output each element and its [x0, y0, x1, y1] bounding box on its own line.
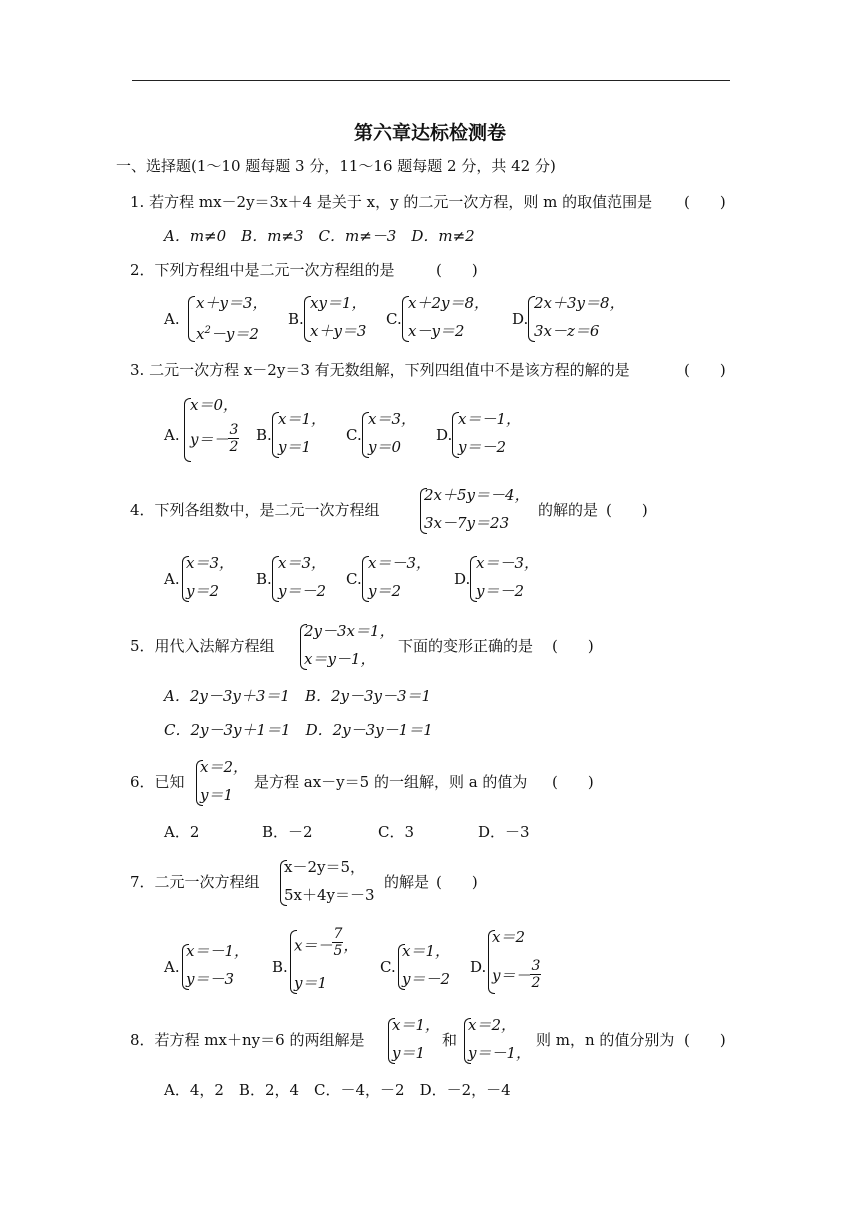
equation-row: y＝－1，: [468, 1044, 532, 1062]
equation-row: x－y＝2: [408, 322, 465, 340]
page-title: 第六章达标检测卷: [353, 122, 506, 144]
q8-options: A．4，2 B．2，4 C．－4，－2 D．－2，－4: [164, 1081, 511, 1099]
option-label: D.: [436, 426, 453, 444]
q6-option-a: A．2: [164, 823, 200, 841]
option-label: A.: [164, 958, 180, 976]
q5-answer-paren: ( ): [552, 637, 594, 655]
equation-row: y＝1: [278, 438, 312, 456]
q6-stem-end: 是方程 ax－y＝5 的一组解，则 a 的值为: [254, 773, 528, 791]
equation-row: x＝3，: [186, 554, 235, 572]
equation-row: y＝－2: [476, 582, 525, 600]
equation-row: y＝－ $\frac{3}{2}$: [492, 958, 541, 991]
equation-row: x＝－ $\frac{7}{5}$ ，: [294, 926, 359, 959]
option-label: D.: [470, 958, 487, 976]
q3-stem: 3. 二元一次方程 x－2y＝3 有无数组解，下列四组值中不是该方程的解的是: [130, 361, 630, 379]
q5-stem-end: 下面的变形正确的是: [398, 637, 534, 655]
q5-options-row1: A．2y－3y＋3＝1 B．2y－3y－3＝1: [164, 687, 432, 705]
option-label: C.: [386, 310, 402, 328]
equation-row: x＝2，: [468, 1016, 517, 1034]
equation-row: 2x＋5y＝－4，: [424, 486, 530, 504]
q8-and: 和: [442, 1031, 458, 1049]
option-label: B.: [256, 426, 272, 444]
equation-row: x＝0，: [190, 396, 239, 414]
equation-row: y＝1: [200, 786, 234, 804]
option-label: B.: [272, 958, 288, 976]
q7-stem-end: 的解是: [384, 873, 430, 891]
equation-row: x＝1，: [392, 1016, 441, 1034]
equation-row: x＋2y＝8，: [408, 294, 490, 312]
equation-row: 3x－z＝6: [534, 322, 600, 340]
option-label: B.: [256, 570, 272, 588]
q4-answer-paren: ( ): [606, 501, 648, 519]
equation-row: y＝－3: [186, 970, 235, 988]
equation-row: y＝－2: [278, 582, 327, 600]
q6-stem: 6．已知: [130, 773, 185, 791]
q8-stem: 8．若方程 mx＋ny＝6 的两组解是: [130, 1031, 365, 1049]
equation-row: x＝－3，: [368, 554, 432, 572]
q7-answer-paren: ( ): [436, 873, 478, 891]
equation-row: x＝－1，: [458, 410, 522, 428]
q1-answer-paren: ( ): [684, 193, 726, 211]
equation-row: x＝－1，: [186, 942, 250, 960]
equation-row: y＝1: [392, 1044, 426, 1062]
equation-row: 5x＋4y＝－3: [284, 886, 375, 904]
q6-option-c: C．3: [378, 823, 415, 841]
option-label: A.: [164, 426, 180, 444]
q8-answer-paren: ( ): [684, 1031, 726, 1049]
option-label: C.: [380, 958, 396, 976]
equation-row: x＋y＝3: [310, 322, 367, 340]
equation-row: $x^2-y=2$: [196, 325, 259, 343]
option-label: A.: [164, 570, 180, 588]
option-label: B.: [288, 310, 304, 328]
equation-row: y＝－2: [402, 970, 451, 988]
equation-row: 3x－7y＝23: [424, 514, 510, 532]
equation-row: 2x＋3y＝8，: [534, 294, 625, 312]
q1-stem: 1. 若方程 mx－2y＝3x＋4 是关于 x，y 的二元一次方程，则 m 的取值范围是: [130, 193, 653, 211]
equation-row: y＝－ $\frac{3}{2}$: [190, 422, 239, 455]
equation-row: x＝3，: [278, 554, 327, 572]
equation-row: x＝－3，: [476, 554, 540, 572]
q3-answer-paren: ( ): [684, 361, 726, 379]
q5-options-row2: C．2y－3y＋1＝1 D．2y－3y－1＝1: [164, 721, 433, 739]
q5-stem: 5．用代入法解方程组: [130, 637, 275, 655]
equation-row: x＝1，: [402, 942, 451, 960]
q6-option-b: B．－2: [262, 823, 313, 841]
equation-row: x＝1，: [278, 410, 327, 428]
q6-option-d: D．－3: [478, 823, 530, 841]
equation-row: x＝2，: [200, 758, 249, 776]
equation-row: y＝2: [368, 582, 402, 600]
q4-stem: 4．下列各组数中，是二元一次方程组: [130, 501, 380, 519]
option-label: D.: [454, 570, 471, 588]
equation-row: x－2y＝5，: [284, 858, 366, 876]
option-label: C.: [346, 426, 362, 444]
equation-row: x＝y－1，: [304, 650, 376, 668]
q4-stem-end: 的解的是: [538, 501, 599, 519]
equation-row: 2y－3x＝1，: [304, 622, 395, 640]
option-label: D.: [512, 310, 529, 328]
section-heading: 一、选择题(1～10 题每题 3 分，11～16 题每题 2 分，共 42 分): [116, 157, 556, 175]
option-label: A.: [164, 310, 180, 328]
header-rule: [132, 80, 730, 81]
q6-answer-paren: ( ): [552, 773, 594, 791]
q2-answer-paren: ( ): [436, 261, 478, 279]
option-label: C.: [346, 570, 362, 588]
equation-row: xy＝1，: [310, 294, 367, 312]
equation-row: y＝0: [368, 438, 402, 456]
equation-row: y＝－2: [458, 438, 507, 456]
q2-stem: 2．下列方程组中是二元一次方程组的是: [130, 261, 395, 279]
equation-row: x＝2: [492, 928, 526, 946]
q8-stem-end: 则 m，n 的值分别为: [536, 1031, 675, 1049]
equation-row: y＝1: [294, 974, 328, 992]
q7-stem: 7．二元一次方程组: [130, 873, 260, 891]
brace: [188, 296, 195, 342]
equation-row: y＝2: [186, 582, 220, 600]
q1-options: A．m≠0 B．m≠3 C．m≠－3 D．m≠2: [164, 227, 475, 245]
equation-row: x＝3，: [368, 410, 417, 428]
equation-row: x＋y＝3，: [196, 294, 268, 312]
